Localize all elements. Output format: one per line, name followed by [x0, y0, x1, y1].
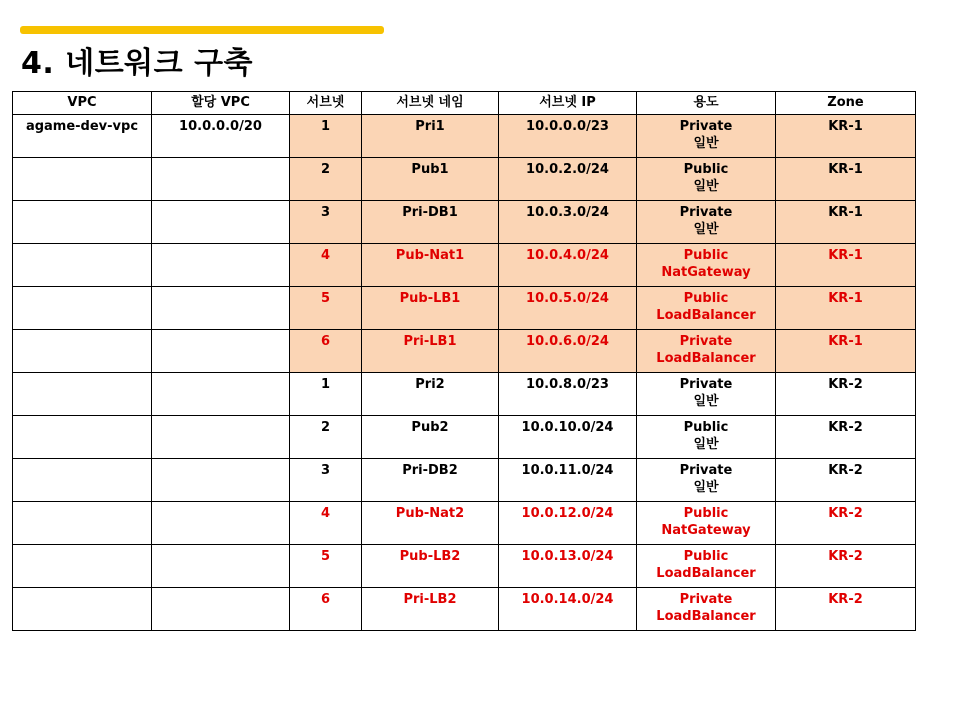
cell-subnet-ip: 10.0.8.0/23 [499, 373, 637, 416]
cell-purpose [637, 158, 776, 201]
cell-subnet-name: Pri-DB2 [362, 459, 499, 502]
cell-purpose [637, 502, 776, 545]
cell-subnet-ip: 10.0.14.0/24 [499, 588, 637, 631]
table-header-row [13, 92, 916, 115]
purpose-detail: LoadBalancer [656, 351, 756, 366]
purpose-type: Private [679, 592, 733, 607]
cell-subnet-ip: 10.0.12.0/24 [499, 502, 637, 545]
cell-vpc [13, 330, 152, 373]
cell-vpc [13, 459, 152, 502]
cell-subnet-name: Pub-Nat1 [362, 244, 499, 287]
cell-subnet-name: Pri1 [362, 115, 499, 158]
header-zone: Zone [776, 92, 916, 115]
cell-subnet-name: Pub-LB1 [362, 287, 499, 330]
purpose-type: Private [679, 463, 733, 478]
cell-purpose [637, 416, 776, 459]
cell-subnet-ip: 10.0.10.0/24 [499, 416, 637, 459]
purpose-type: Public [683, 420, 729, 435]
cell-zone: KR-1 [776, 330, 916, 373]
cell-purpose [637, 201, 776, 244]
cell-subnet-name: Pub1 [362, 158, 499, 201]
purpose-detail: NatGateway [661, 523, 751, 538]
purpose-type: Public [683, 162, 729, 177]
cell-subnet-ip: 10.0.2.0/24 [499, 158, 637, 201]
purpose-detail: LoadBalancer [656, 609, 756, 624]
table-row [13, 416, 916, 459]
cell-allocated-vpc [152, 158, 290, 201]
cell-subnet-number: 4 [290, 244, 362, 287]
cell-zone: KR-2 [776, 373, 916, 416]
cell-vpc: agame-dev-vpc [13, 115, 152, 158]
table-row [13, 330, 916, 373]
cell-allocated-vpc [152, 244, 290, 287]
cell-vpc [13, 545, 152, 588]
table-body [13, 115, 916, 631]
cell-subnet-ip: 10.0.11.0/24 [499, 459, 637, 502]
header-allocated-vpc: 할당 VPC [152, 92, 290, 115]
purpose-detail: 일반 [693, 222, 719, 237]
cell-zone: KR-1 [776, 287, 916, 330]
cell-vpc [13, 158, 152, 201]
cell-subnet-name: Pub-LB2 [362, 545, 499, 588]
header-subnet-name: 서브넷 네임 [362, 92, 499, 115]
purpose-type: Public [683, 248, 729, 263]
cell-subnet-name: Pri-LB1 [362, 330, 499, 373]
cell-vpc [13, 588, 152, 631]
cell-subnet-number: 2 [290, 416, 362, 459]
cell-subnet-ip: 10.0.3.0/24 [499, 201, 637, 244]
cell-subnet-number: 5 [290, 545, 362, 588]
cell-subnet-number: 3 [290, 459, 362, 502]
cell-subnet-number: 5 [290, 287, 362, 330]
cell-purpose [637, 373, 776, 416]
cell-subnet-name: Pri-DB1 [362, 201, 499, 244]
cell-subnet-name: Pri-LB2 [362, 588, 499, 631]
purpose-type: Private [679, 377, 733, 392]
cell-allocated-vpc: 10.0.0.0/20 [152, 115, 290, 158]
page-title: 4. 네트워크 구축 [21, 46, 254, 81]
table-row [13, 158, 916, 201]
purpose-type: Public [683, 291, 729, 306]
table-row [13, 545, 916, 588]
subnet-table [12, 91, 916, 631]
cell-allocated-vpc [152, 459, 290, 502]
table-row [13, 115, 916, 158]
cell-vpc [13, 416, 152, 459]
cell-vpc [13, 287, 152, 330]
table-row [13, 201, 916, 244]
cell-purpose [637, 588, 776, 631]
table-row [13, 373, 916, 416]
cell-purpose [637, 545, 776, 588]
cell-zone: KR-2 [776, 502, 916, 545]
purpose-detail: LoadBalancer [656, 566, 756, 581]
cell-purpose [637, 330, 776, 373]
purpose-type: Private [679, 205, 733, 220]
cell-subnet-number: 1 [290, 373, 362, 416]
cell-subnet-name: Pri2 [362, 373, 499, 416]
cell-subnet-ip: 10.0.4.0/24 [499, 244, 637, 287]
cell-subnet-number: 2 [290, 158, 362, 201]
cell-subnet-number: 3 [290, 201, 362, 244]
cell-allocated-vpc [152, 416, 290, 459]
cell-subnet-name: Pub-Nat2 [362, 502, 499, 545]
table-row [13, 588, 916, 631]
cell-subnet-number: 1 [290, 115, 362, 158]
cell-zone: KR-2 [776, 545, 916, 588]
cell-zone: KR-1 [776, 115, 916, 158]
cell-subnet-number: 6 [290, 330, 362, 373]
purpose-type: Public [683, 549, 729, 564]
cell-zone: KR-1 [776, 201, 916, 244]
purpose-detail: NatGateway [661, 265, 751, 280]
cell-purpose [637, 287, 776, 330]
cell-purpose [637, 115, 776, 158]
cell-subnet-ip: 10.0.0.0/23 [499, 115, 637, 158]
cell-subnet-name: Pub2 [362, 416, 499, 459]
cell-allocated-vpc [152, 373, 290, 416]
cell-zone: KR-2 [776, 588, 916, 631]
cell-allocated-vpc [152, 502, 290, 545]
header-subnet-ip: 서브넷 IP [499, 92, 637, 115]
purpose-detail: 일반 [693, 437, 719, 452]
cell-purpose [637, 459, 776, 502]
header-subnet-number: 서브넷 [290, 92, 362, 115]
cell-subnet-ip: 10.0.5.0/24 [499, 287, 637, 330]
cell-allocated-vpc [152, 330, 290, 373]
cell-zone: KR-2 [776, 459, 916, 502]
purpose-detail: 일반 [693, 179, 719, 194]
header-purpose: 용도 [637, 92, 776, 115]
cell-allocated-vpc [152, 201, 290, 244]
cell-zone: KR-1 [776, 158, 916, 201]
cell-subnet-number: 4 [290, 502, 362, 545]
purpose-detail: 일반 [693, 136, 719, 151]
cell-allocated-vpc [152, 588, 290, 631]
cell-allocated-vpc [152, 545, 290, 588]
purpose-detail: LoadBalancer [656, 308, 756, 323]
cell-subnet-ip: 10.0.13.0/24 [499, 545, 637, 588]
cell-vpc [13, 244, 152, 287]
purpose-detail: 일반 [693, 394, 719, 409]
table-row [13, 502, 916, 545]
cell-zone: KR-2 [776, 416, 916, 459]
purpose-type: Private [679, 119, 733, 134]
purpose-type: Public [683, 506, 729, 521]
cell-vpc [13, 502, 152, 545]
purpose-detail: 일반 [693, 480, 719, 495]
cell-allocated-vpc [152, 287, 290, 330]
cell-purpose [637, 244, 776, 287]
table-row [13, 244, 916, 287]
table-row [13, 287, 916, 330]
title-accent-bar [20, 26, 384, 34]
cell-subnet-ip: 10.0.6.0/24 [499, 330, 637, 373]
cell-subnet-number: 6 [290, 588, 362, 631]
purpose-type: Private [679, 334, 733, 349]
header-vpc: VPC [13, 92, 152, 115]
cell-zone: KR-1 [776, 244, 916, 287]
cell-vpc [13, 373, 152, 416]
cell-vpc [13, 201, 152, 244]
table-row [13, 459, 916, 502]
